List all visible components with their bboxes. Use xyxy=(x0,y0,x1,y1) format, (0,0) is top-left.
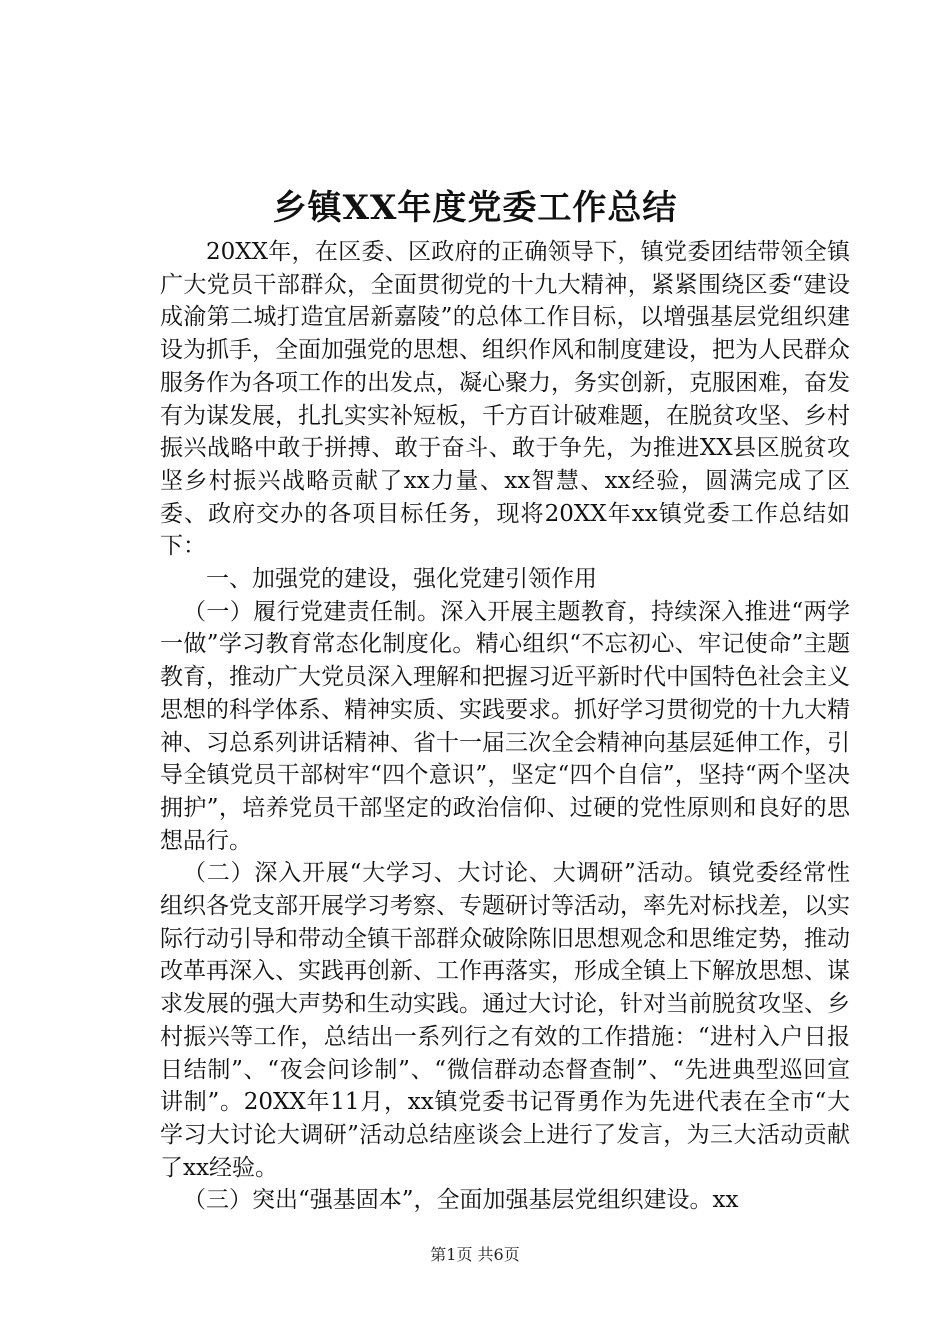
subsection-paragraph-1: （一）履行党建责任制。深入开展主题教育，持续深入推进“两学一做”学习教育常态化制度化。精心组织“不忘初心、牢记使命”主题教育，推动广大党员深入理解和把握习近平新时代中国特色社会主义思想的科学体系、精神实质、实践要求。抓好学习贯彻党的十九大精神、习总系列讲话精神、省十一届三次全会精神向基层延伸工作，引导全镇党员干部树牢“四个意识”，坚定“四个自信”，坚持“两个坚决拥护”，培养党员干部坚定的政治信仰、过硬的党性原则和良好的思想品行。 xyxy=(160,598,850,854)
page-number-footer: 第1页 共6页 xyxy=(430,1245,520,1264)
document-title: 乡镇XX年度党委工作总结 xyxy=(272,188,678,228)
section-heading: 一、加强党的建设，强化党建引领作用 xyxy=(206,566,597,593)
subsection-paragraph-2: （二）深入开展“大学习、大讨论、大调研”活动。镇党委经常性组织各党支部开展学习考察、专题研讨等活动，率先对标找差，以实际行动引导和带动全镇干部群众破除陈旧思想观念和思维定势，推动改革再深入、实践再创新、工作再落实，形成全镇上下解放思想、谋求发展的强大声势和生动实践。通过大讨论，针对当前脱贫攻坚、乡村振兴等工作，总结出一系列行之有效的工作措施：“进村入户日报日结制”、“夜会问诊制”、“微信群动态督查制”、“先进典型巡回宣讲制”。20XX年11月，xx镇党委书记胥勇作为先进代表在全市“大学习大讨论大调研”活动总结座谈会上进行了发言，为三大活动贡献了xx经验。 xyxy=(160,860,850,1181)
document-body xyxy=(160,236,850,1217)
subsection-paragraph-3: （三）突出“强基固本”，全面加强基层党组织建设。xx xyxy=(183,1187,739,1214)
intro-paragraph: 20XX年，在区委、区政府的正确领导下，镇党委团结带领全镇广大党员干部群众，全面贯彻党的十九大精神，紧紧围绕区委“建设成渝第二城打造宜居新嘉陵”的总体工作目标，以增强基层党组织建设为抓手，全面加强党的思想、组织作风和制度建设，把为人民群众服务作为各项工作的出发点，凝心聚力，务实创新，克服困难，奋发有为谋发展，扎扎实实补短板，千方百计破难题，在脱贫攻坚、乡村振兴战略中敢于拼搏、敢于奋斗、敢于争先，为推进XX县区脱贫攻坚乡村振兴战略贡献了xx力量、xx智慧、xx经验，圆满完成了区委、政府交办的各项目标任务，现将20XX年xx镇党委工作总结如下： xyxy=(160,239,850,560)
